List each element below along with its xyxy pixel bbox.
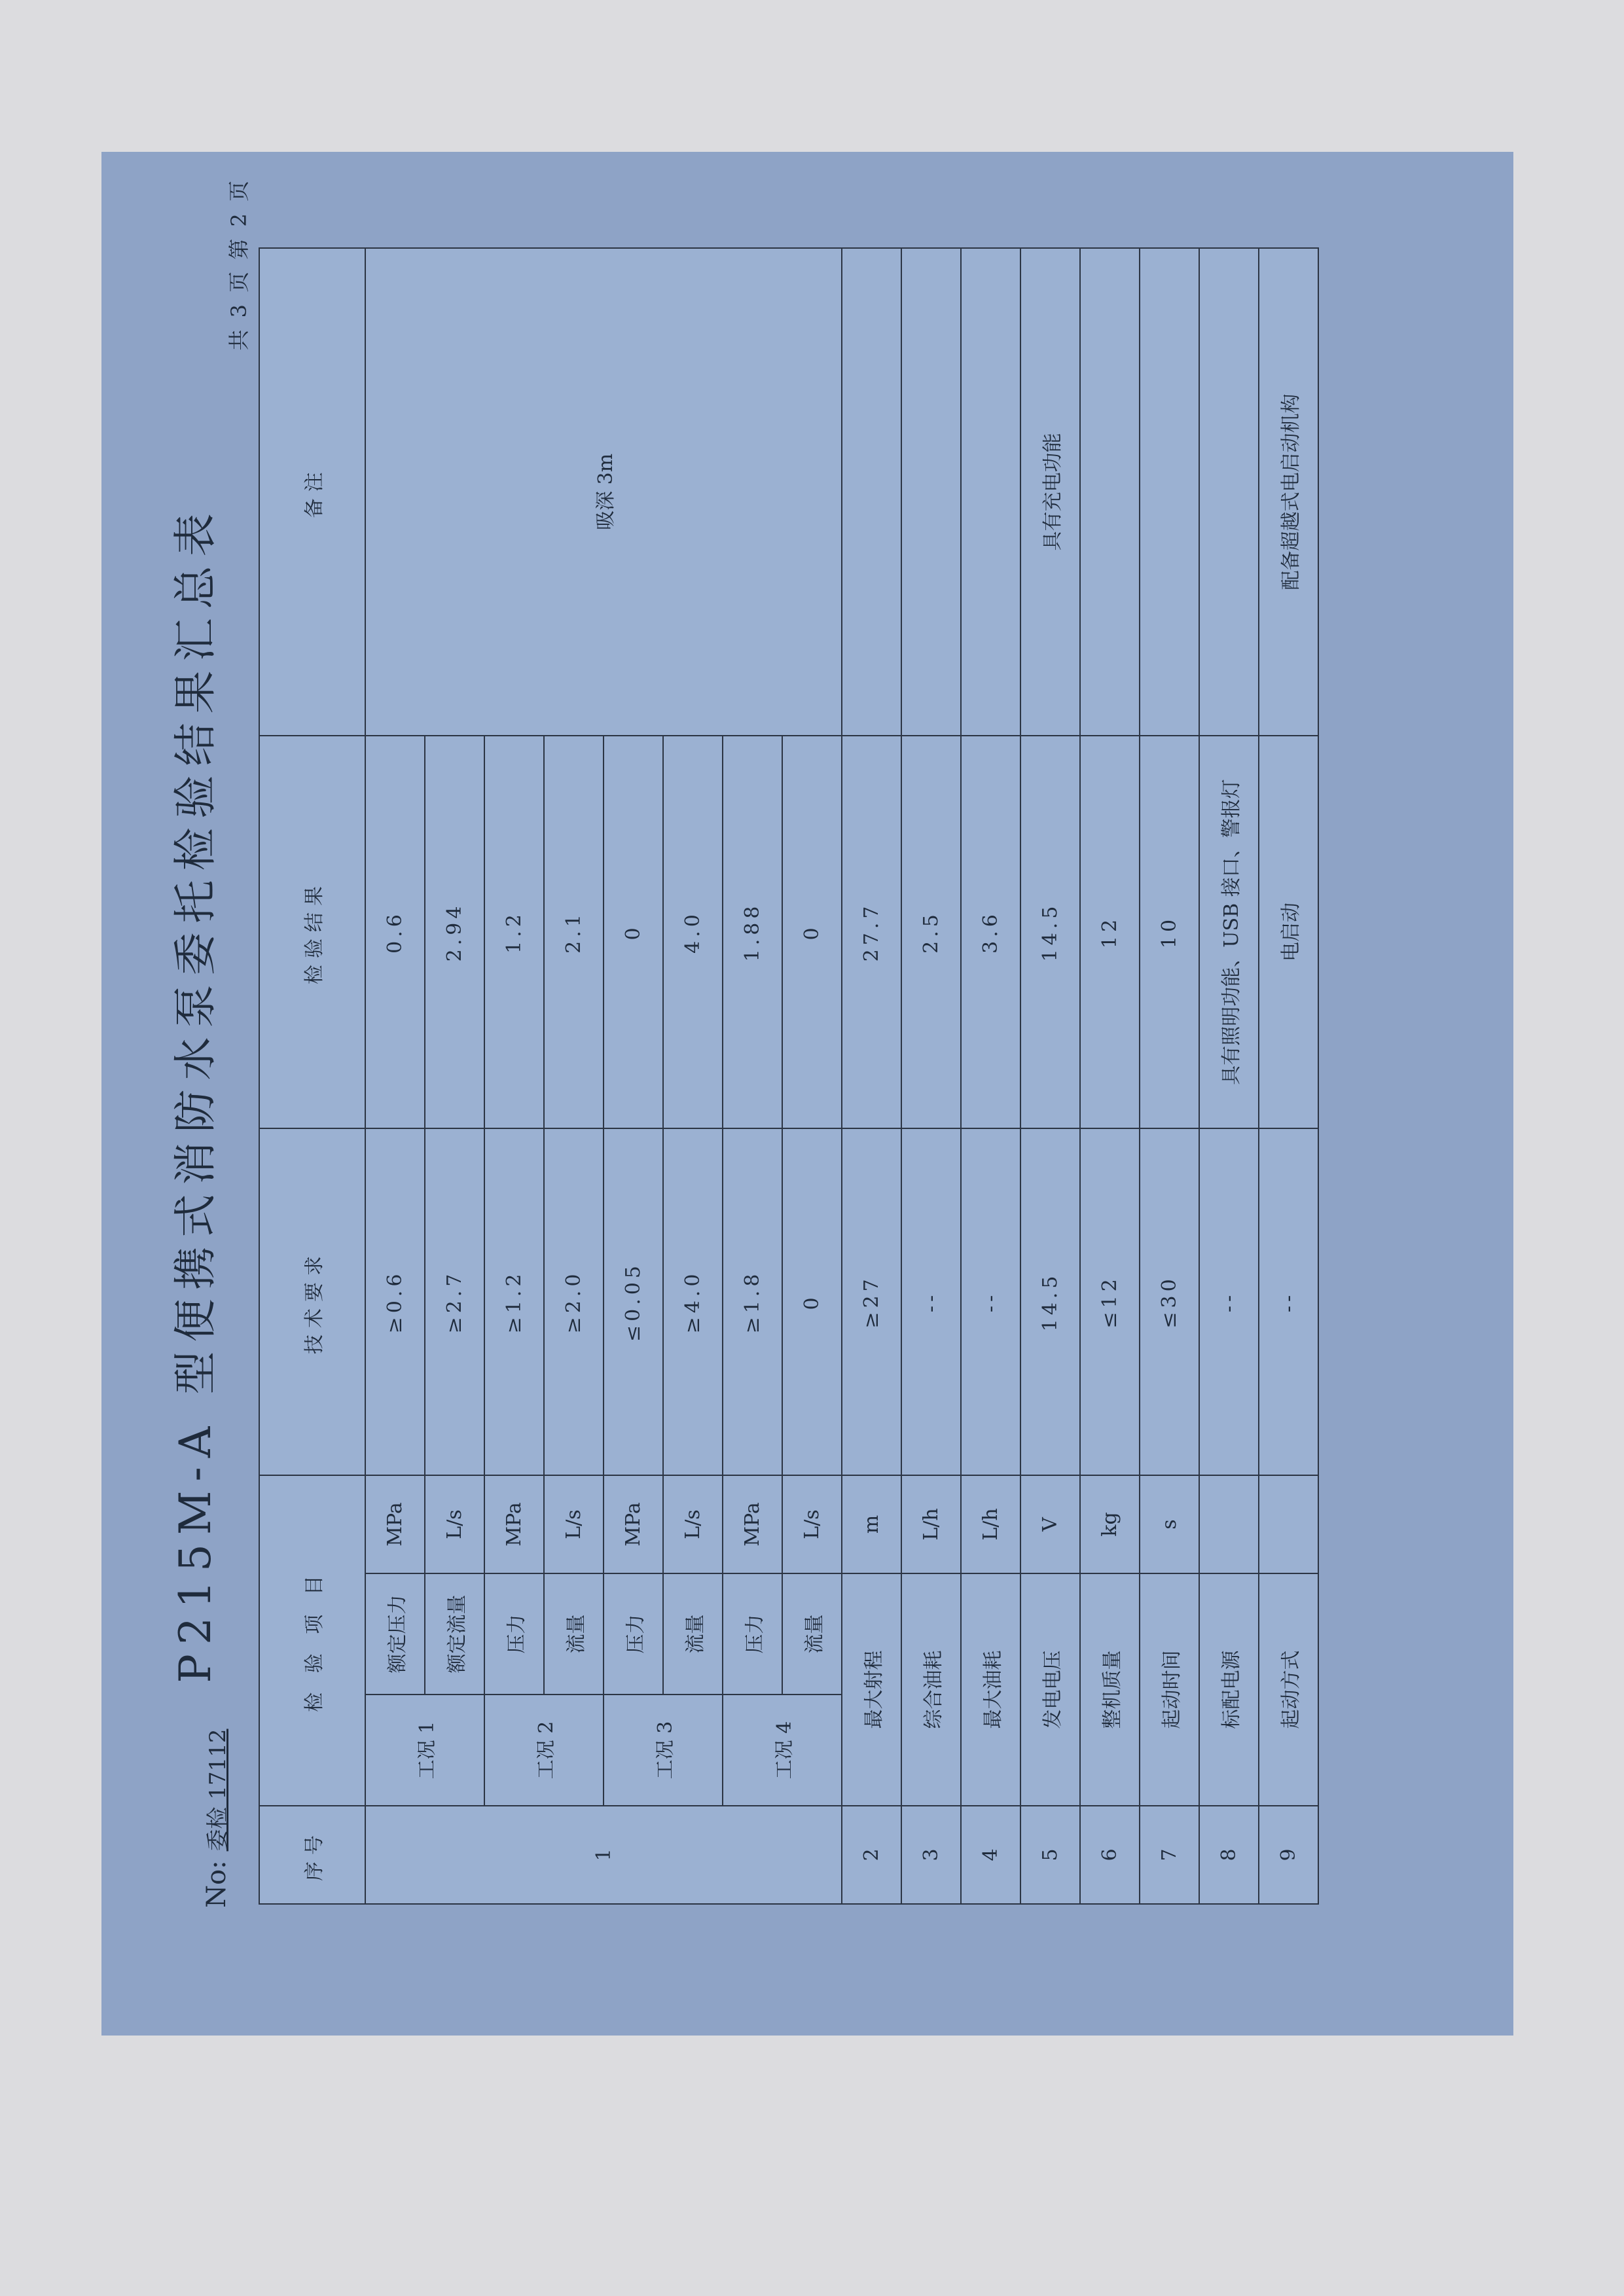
result-cell: 3.6	[961, 736, 1020, 1128]
requirement-cell: ≤12	[1080, 1128, 1140, 1475]
requirement-cell: ≥2.0	[544, 1128, 604, 1475]
requirement-cell: ≥0.6	[365, 1128, 425, 1475]
table-row	[842, 248, 901, 1904]
remark-cell	[1140, 248, 1199, 736]
header-seq: 序号	[259, 1806, 365, 1904]
condition-group-cell: 工况 4	[723, 1695, 842, 1806]
item-cell: 发电电压	[1020, 1573, 1080, 1806]
table-row	[961, 248, 1020, 1904]
result-cell: 12	[1080, 736, 1140, 1128]
unit-cell: MPa	[604, 1475, 663, 1573]
remark-cell	[1080, 248, 1140, 736]
remark-cell: 配备超越式电启动机构	[1259, 248, 1318, 736]
table-row	[1199, 248, 1259, 1904]
document-photo	[101, 152, 1513, 2036]
unit-cell: MPa	[484, 1475, 544, 1573]
table-header-row	[259, 248, 365, 1904]
table-row	[365, 248, 425, 1904]
unit-cell: V	[1020, 1475, 1080, 1573]
param-cell: 流量	[663, 1573, 723, 1695]
unit-cell: L/h	[901, 1475, 961, 1573]
remark-cell	[1199, 248, 1259, 736]
result-cell: 1.88	[723, 736, 782, 1128]
seq-cell: 3	[901, 1806, 961, 1904]
header-result: 检验结果	[259, 736, 365, 1128]
condition-group-cell: 工况 1	[365, 1695, 484, 1806]
unit-cell: m	[842, 1475, 901, 1573]
unit-cell	[1199, 1475, 1259, 1573]
table-row	[1020, 248, 1080, 1904]
seq-cell: 4	[961, 1806, 1020, 1904]
remark-cell	[842, 248, 901, 736]
param-cell: 压力	[484, 1573, 544, 1695]
requirement-cell: ≥2.7	[425, 1128, 484, 1475]
results-table	[259, 247, 1319, 1905]
condition-group-cell: 工况 3	[604, 1695, 723, 1806]
result-cell: 0	[782, 736, 842, 1128]
rotated-document	[101, 152, 1513, 2036]
seq-cell: 9	[1259, 1806, 1318, 1904]
header-requirement: 技术要求	[259, 1128, 365, 1475]
seq-cell: 7	[1140, 1806, 1199, 1904]
item-cell: 标配电源	[1199, 1573, 1259, 1806]
table-row	[901, 248, 961, 1904]
param-cell: 流量	[544, 1573, 604, 1695]
requirement-cell: ≥27	[842, 1128, 901, 1475]
condition-group-cell: 工况 2	[484, 1695, 604, 1806]
param-cell: 流量	[782, 1573, 842, 1695]
seq-cell: 8	[1199, 1806, 1259, 1904]
result-cell: 0	[604, 736, 663, 1128]
param-cell: 压力	[604, 1573, 663, 1695]
unit-cell: L/s	[544, 1475, 604, 1573]
remark-cell	[901, 248, 961, 736]
requirement-cell: ≥4.0	[663, 1128, 723, 1475]
requirement-cell: --	[901, 1128, 961, 1475]
remark-cell: 具有充电功能	[1020, 248, 1080, 736]
page-info: 共 3 页 第 2 页	[226, 178, 251, 351]
result-cell: 1.2	[484, 736, 544, 1128]
requirement-cell: --	[1259, 1128, 1318, 1475]
result-cell: 2.94	[425, 736, 484, 1128]
seq-cell: 6	[1080, 1806, 1140, 1904]
result-cell: 具有照明功能、USB 接口、警报灯	[1199, 736, 1259, 1128]
result-cell: 27.7	[842, 736, 901, 1128]
result-cell: 14.5	[1020, 736, 1080, 1128]
unit-cell: kg	[1080, 1475, 1140, 1573]
document-number-value: 委检 17112	[205, 1729, 231, 1852]
document-number-label: No:	[202, 1860, 232, 1908]
requirement-cell: ≥1.8	[723, 1128, 782, 1475]
seq-cell: 5	[1020, 1806, 1080, 1904]
unit-cell: L/s	[663, 1475, 723, 1573]
requirement-cell: --	[1199, 1128, 1259, 1475]
table-row	[1140, 248, 1199, 1904]
result-cell: 4.0	[663, 736, 723, 1128]
param-cell: 额定压力	[365, 1573, 425, 1695]
table-row	[1259, 248, 1318, 1904]
requirement-cell: ≥1.2	[484, 1128, 544, 1475]
unit-cell: s	[1140, 1475, 1199, 1573]
header-item: 检 验 项 目	[259, 1475, 365, 1806]
requirement-cell: 0	[782, 1128, 842, 1475]
table-row	[1080, 248, 1140, 1904]
result-cell: 10	[1140, 736, 1199, 1128]
unit-cell: L/h	[961, 1475, 1020, 1573]
document-number	[200, 1729, 232, 1908]
unit-cell: L/s	[425, 1475, 484, 1573]
result-cell: 2.5	[901, 736, 961, 1128]
item-cell: 综合油耗	[901, 1573, 961, 1806]
param-cell: 额定流量	[425, 1573, 484, 1695]
result-cell: 0.6	[365, 736, 425, 1128]
header-remark: 备注	[259, 248, 365, 736]
item-cell: 最大射程	[842, 1573, 901, 1806]
remark-cell	[961, 248, 1020, 736]
item-cell: 起动时间	[1140, 1573, 1199, 1806]
seq-cell: 1	[365, 1806, 842, 1904]
item-cell: 起动方式	[1259, 1573, 1318, 1806]
item-cell: 整机质量	[1080, 1573, 1140, 1806]
unit-cell	[1259, 1475, 1318, 1573]
document-title: P215M-A 型便携式消防水泵委托检验结果汇总表	[170, 504, 221, 1683]
requirement-cell: --	[961, 1128, 1020, 1475]
unit-cell: MPa	[723, 1475, 782, 1573]
requirement-cell: ≤0.05	[604, 1128, 663, 1475]
result-cell: 电启动	[1259, 736, 1318, 1128]
result-cell: 2.1	[544, 736, 604, 1128]
requirement-cell: 14.5	[1020, 1128, 1080, 1475]
unit-cell: MPa	[365, 1475, 425, 1573]
seq-cell: 2	[842, 1806, 901, 1904]
unit-cell: L/s	[782, 1475, 842, 1573]
param-cell: 压力	[723, 1573, 782, 1695]
requirement-cell: ≤30	[1140, 1128, 1199, 1475]
item-cell: 最大油耗	[961, 1573, 1020, 1806]
remark-cell: 吸深 3m	[365, 248, 842, 736]
